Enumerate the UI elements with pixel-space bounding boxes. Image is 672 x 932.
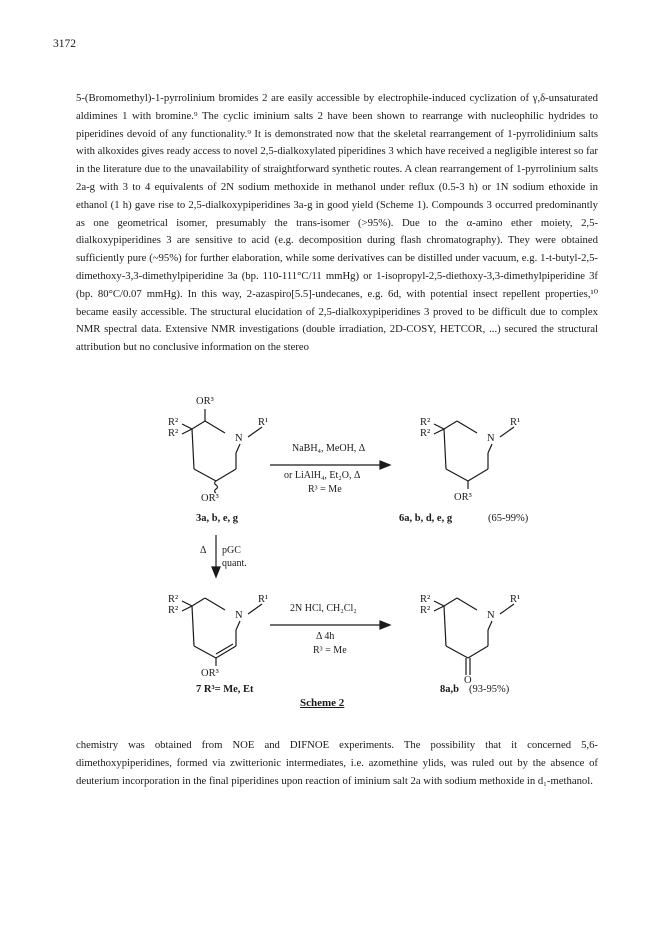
arrow-3-to-7 bbox=[212, 535, 220, 577]
label-7-r2a: R² bbox=[168, 594, 179, 605]
structure-3 bbox=[182, 409, 262, 493]
label-3-r2a: R² bbox=[168, 417, 179, 428]
structure-8 bbox=[434, 598, 514, 675]
arrow3-condition-3: R³ = Me bbox=[313, 645, 347, 656]
arrow3-condition-1: 2N HCl, CH₂Cl₂ bbox=[290, 603, 357, 614]
label-8-r2b: R² bbox=[420, 605, 431, 616]
label-8-o: O bbox=[464, 675, 472, 686]
label-3-n: N bbox=[235, 433, 243, 444]
paragraph-2: chemistry was obtained from NOE and DIFNOE experiments. The possibility that it concerned 5,6-dimethoxypiperidines, formed via zwitterionic intermediates, i.e. azomethine ylids, was ruled out by the absence of deuterium incorporation in the final piperidines upon reaction of iminium salt 2a with sodium methoxide in d₁-methanol. bbox=[76, 739, 598, 787]
label-7-r1: R¹ bbox=[258, 594, 269, 605]
page-number: 3172 bbox=[53, 38, 76, 50]
label-7-or3: OR³ bbox=[201, 668, 219, 679]
label-3-or3-top: OR³ bbox=[196, 396, 214, 407]
label-8-r1: R¹ bbox=[510, 594, 521, 605]
arrow3-condition-2: Δ 4h bbox=[316, 631, 335, 642]
label-compound-7: 7 R³= Me, Et bbox=[196, 684, 254, 695]
label-compound-8-yield: (93-95%) bbox=[469, 684, 510, 695]
label-8-r2a: R² bbox=[420, 594, 431, 605]
reaction-scheme bbox=[0, 395, 672, 715]
structure-6 bbox=[434, 421, 514, 489]
label-compound-6: 6a, b, d, e, g bbox=[399, 513, 453, 524]
label-3-or3-bottom: OR³ bbox=[201, 493, 219, 504]
label-compound-8: 8a,b bbox=[440, 684, 459, 695]
structure-7 bbox=[182, 598, 262, 666]
arrow-7-to-8 bbox=[270, 621, 390, 629]
label-3-r1: R¹ bbox=[258, 417, 269, 428]
label-compound-6-yield: (65-99%) bbox=[488, 513, 529, 524]
paragraph-1: 5-(Bromomethyl)-1-pyrrolinium bromides 2 are easily accessible by electrophile-induced cyclization of γ,δ-unsaturated aldimines 1 with bromine.⁹ The cyclic iminium salts 2 have been shown to rearrange with nucleophilic hydrides to piperidines devoid of any functionality.⁹ It is demonstrated now that the skeletal rearrangement of 1-pyrrolidinium salts with alkoxides gives ready access to novel 2,5-dialkoxylated piperidines 3 which have received a negligible interest so far in the literature due to the unavailability of straightforward synthetic routes. A clean rearrangement of 1-pyrrolinium salts 2a-g with 3 to 4 equivalents of 2N sodium methoxide in methanol under reflux (0.5-3 h) or 1N sodium ethoxide in ethanol (1 h) gave rise to 2,5-dialkoxypiperidines 3a-g in good yield (Scheme 1). Compounds 3 occurred predominantly as one geometrical isomer, presumably the trans-isomer (>95%). Due to the α-amino ether moiety, 2,5-dialkoxypiperidines 3 are sensitive to acid (e.g. decomposition during flash chromatography). They were obtained sufficiently pure (~95%) for further elaboration, while some derivatives can be distilled under vacuum, e.g. 1-t-butyl-2,5-dimethoxy-3,3-dimethylpiperidine 3a (bp. 110-111°C/11 mmHg) or 1-isopropyl-2,5-diethoxy-3,3-dimethylpiperidine 3f (bp. 80°C/0.07 mmHg). In this way, 2-azaspiro[5.5]-undecanes, e.g. 6d, with potential insect repellent properties,¹⁰ became easily accessible. The structural elucidation of 2,5-dialkoxypiperidines 3 proved to be difficult due to complex NMR spectral data. Extensive NMR investigations (double irradiation, 2D-COSY, HETCOR, ...) secured the structural attribution but no conclusive information on the stereo bbox=[76, 92, 598, 354]
label-compound-3: 3a, b, e, g bbox=[196, 513, 238, 524]
label-7-n: N bbox=[235, 610, 243, 621]
label-6-n: N bbox=[487, 433, 495, 444]
arrow-3-to-6 bbox=[270, 461, 390, 469]
arrow2-condition-1: pGC bbox=[222, 545, 241, 556]
scheme-caption: Scheme 2 bbox=[300, 697, 345, 709]
label-6-r1: R¹ bbox=[510, 417, 521, 428]
arrow1-condition-2: or LiAlH₄, Et₂O, Δ bbox=[284, 470, 361, 481]
label-6-or3: OR³ bbox=[454, 492, 472, 503]
arrow2-delta: Δ bbox=[200, 545, 207, 556]
arrow2-condition-2: quant. bbox=[222, 558, 247, 569]
label-6-r2a: R² bbox=[420, 417, 431, 428]
label-7-r2b: R² bbox=[168, 605, 179, 616]
label-8-n: N bbox=[487, 610, 495, 621]
label-3-r2b: R² bbox=[168, 428, 179, 439]
arrow1-condition-3: R³ = Me bbox=[308, 484, 342, 495]
label-6-r2b: R² bbox=[420, 428, 431, 439]
arrow1-condition-1: NaBH₄, MeOH, Δ bbox=[292, 443, 366, 454]
